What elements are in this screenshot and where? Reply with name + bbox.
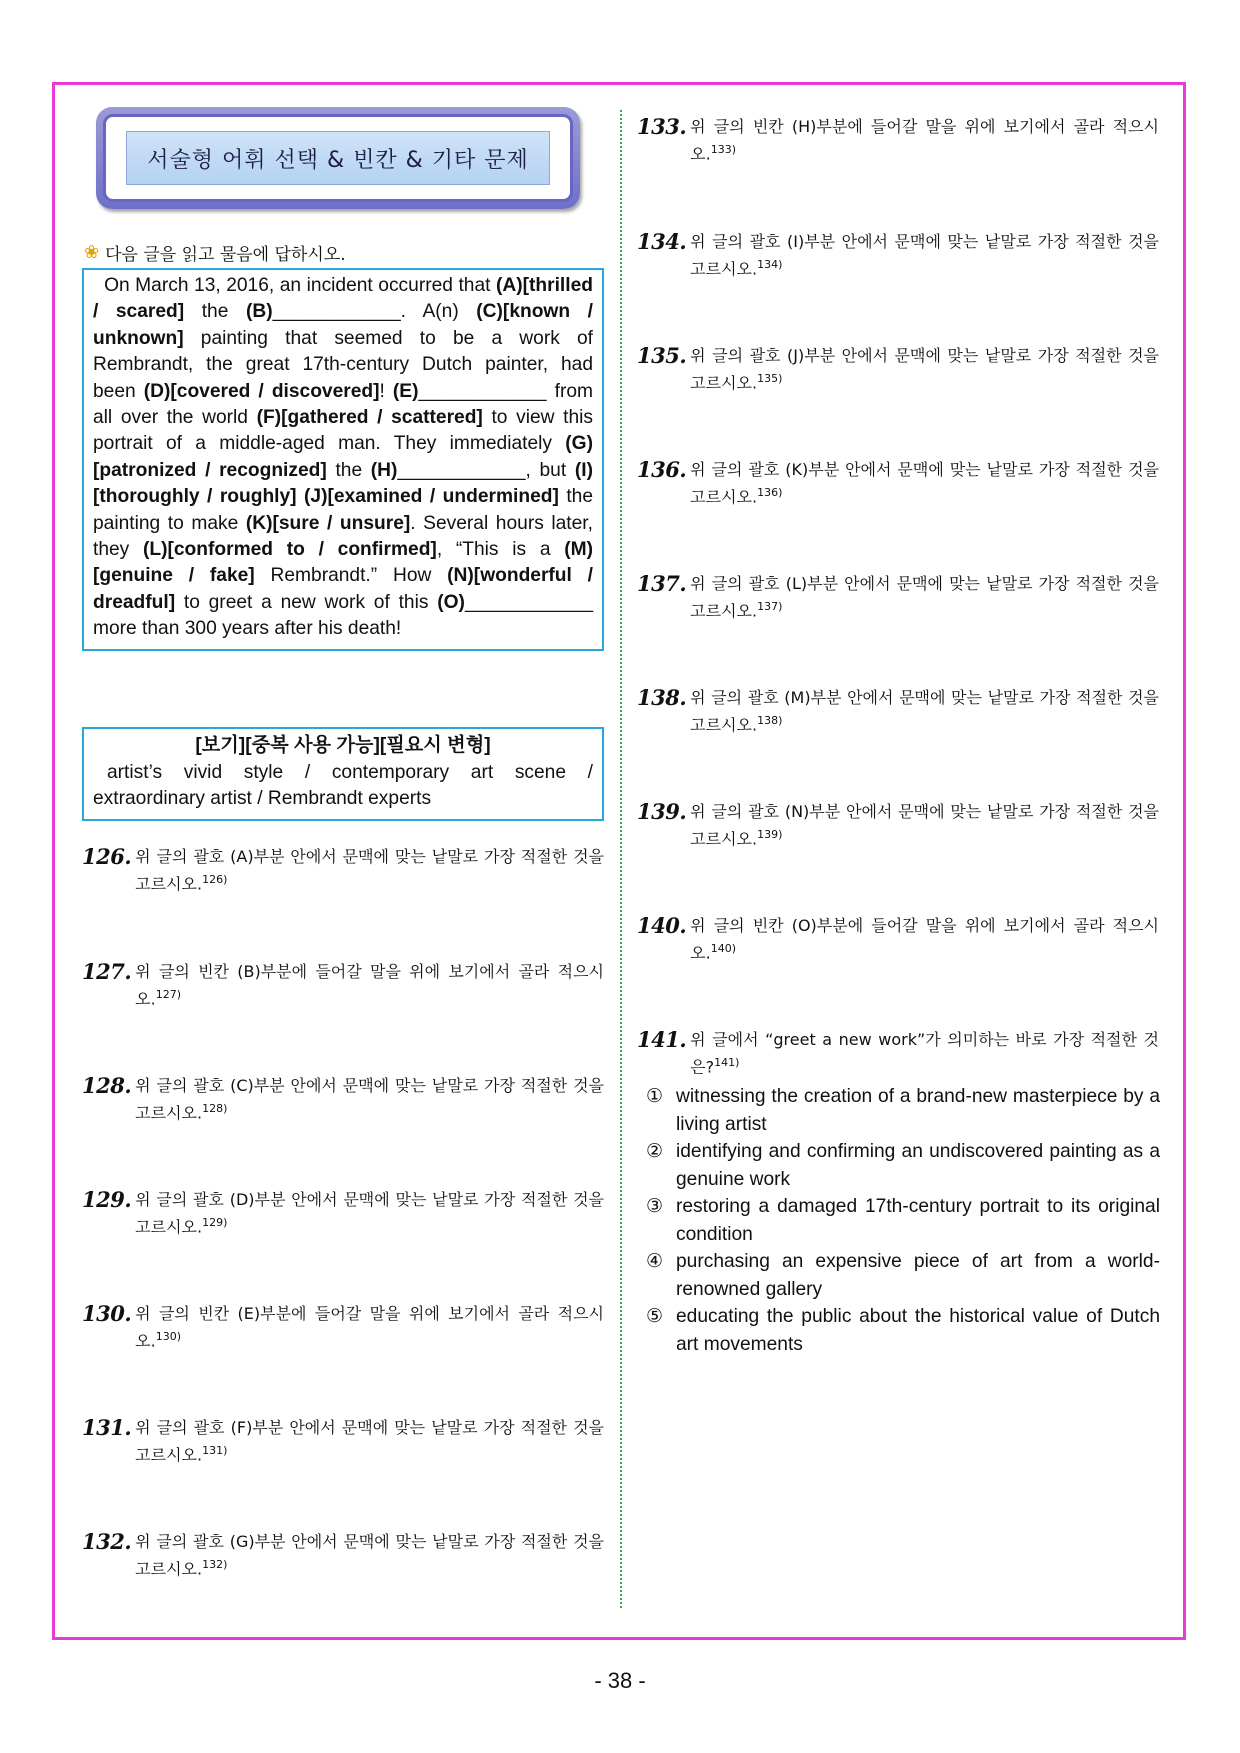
option-text: witnessing the creation of a brand-new masterpiece by a living artist [676, 1086, 1160, 1135]
question-text: 위 글의 빈칸 (B)부분에 들어갈 말을 위에 보기에서 골라 적으시오. [135, 962, 604, 1009]
question-number: 133. [637, 114, 687, 139]
passage-text: to view this portrait of a middle-aged man. They immediately [93, 407, 593, 455]
question-text: 위 글의 괄호 (J)부분 안에서 문맥에 맞는 낱말로 가장 적절한 것을 고르시오. [690, 346, 1159, 393]
passage-text: painting that seemed to be a work of Rembrandt, the great 17th-century Dutch painter, had been [93, 327, 593, 402]
footnote-ref: 134) [757, 258, 783, 271]
passage-text: On March 13, 2016, an incident occurred that [104, 275, 496, 296]
footnote-ref: 129) [202, 1216, 228, 1229]
question-number: 128. [82, 1073, 132, 1098]
question-text: 위 글의 괄호 (D)부분 안에서 문맥에 맞는 낱말로 가장 적절한 것을 고르시오. [135, 1190, 604, 1237]
reading-passage [82, 268, 604, 651]
passage-text: ____________, but [397, 459, 575, 481]
option-1[interactable] [646, 1083, 1160, 1138]
passage-text: ____________ more than 300 years after his death! [93, 591, 593, 640]
question-141 [637, 1028, 1159, 1078]
question-number: 139. [637, 799, 687, 824]
instruction-text: 다음 글을 읽고 물음에 답하시오. [105, 245, 346, 265]
footnote-ref: 128) [202, 1102, 228, 1115]
bogi-box [82, 727, 604, 821]
passage-choice: (O) [437, 591, 465, 613]
question-139 [637, 800, 1159, 850]
question-number: 127. [82, 959, 132, 984]
passage-choice: (L)[conformed to / confirmed] [143, 539, 437, 561]
question-text: 위 글의 괄호 (G)부분 안에서 문맥에 맞는 낱말로 가장 적절한 것을 고르시오. [135, 1532, 604, 1579]
question-number: 126. [82, 844, 132, 869]
column-divider [620, 110, 622, 1608]
question-text: 위 글의 괄호 (K)부분 안에서 문맥에 맞는 낱말로 가장 적절한 것을 고르시오. [690, 460, 1159, 507]
question-text: 위 글의 괄호 (M)부분 안에서 문맥에 맞는 낱말로 가장 적절한 것을 고르시오. [690, 688, 1159, 735]
question-131 [82, 1416, 604, 1466]
question-number: 135. [637, 343, 687, 368]
passage-choice: (A)[thrilled / scared] [93, 275, 593, 323]
question-text: 위 글의 빈칸 (O)부분에 들어갈 말을 위에 보기에서 골라 적으시오. [690, 916, 1159, 963]
option-mark: ① [646, 1086, 664, 1107]
flower-icon: ❀ [84, 242, 100, 263]
question-126 [82, 845, 604, 895]
question-number: 131. [82, 1415, 132, 1440]
passage-text: the painting to make [93, 486, 593, 534]
question-133 [637, 115, 1159, 165]
question-text: 위 글의 빈칸 (H)부분에 들어갈 말을 위에 보기에서 골라 적으시오. [690, 117, 1159, 164]
question-140 [637, 914, 1159, 964]
passage-choice: (K)[sure / unsure] [245, 512, 411, 534]
footnote-ref: 136) [757, 486, 783, 499]
passage-choice: (E) [392, 380, 419, 402]
passage-text: Rembrandt.” How [254, 565, 448, 587]
passage-text: ____________. A(n) [272, 301, 477, 323]
question-number: 137. [637, 571, 687, 596]
question-text: 위 글의 괄호 (L)부분 안에서 문맥에 맞는 낱말로 가장 적절한 것을 고르시오. [690, 574, 1159, 621]
page-number: - 38 - [594, 1668, 646, 1693]
question-128 [82, 1074, 604, 1124]
passage-choice: (D)[covered / discovered] [143, 380, 380, 402]
bogi-text: artist’s vivid style / contemporary art scene / extraordinary artist / Rembrandt experts [93, 761, 593, 809]
option-text: identifying and confirming an undiscovered painting as a genuine work [676, 1141, 1160, 1190]
passage-text: ! [379, 380, 393, 402]
option-text: purchasing an expensive piece of art from a world-renowned gallery [676, 1251, 1160, 1300]
bogi-header: [보기][중복 사용 가능][필요시 변형] [195, 735, 491, 756]
passage-text: the [326, 459, 371, 481]
question-129 [82, 1188, 604, 1238]
footnote-ref: 139) [757, 828, 783, 841]
question-number: 138. [637, 685, 687, 710]
question-text: 위 글의 괄호 (F)부분 안에서 문맥에 맞는 낱말로 가장 적절한 것을 고르시오. [135, 1418, 604, 1465]
question-text: 위 글의 괄호 (I)부분 안에서 문맥에 맞는 낱말로 가장 적절한 것을 고르시오. [690, 232, 1159, 279]
passage-choice: (C)[known / unknown] [93, 301, 593, 349]
footnote-ref: 140) [710, 942, 736, 955]
passage-text: ____________ from all over the world [93, 380, 593, 429]
footnote-ref: 127) [155, 988, 181, 1001]
option-3[interactable] [646, 1193, 1160, 1248]
question-text: 위 글의 괄호 (C)부분 안에서 문맥에 맞는 낱말로 가장 적절한 것을 고르시오. [135, 1076, 604, 1123]
passage-choice: (G)[patronized / recognized] [93, 433, 593, 481]
question-number: 130. [82, 1301, 132, 1326]
option-text: restoring a damaged 17th-century portrait to its original condition [676, 1196, 1160, 1245]
section-title-box [96, 107, 580, 209]
footnote-ref: 141) [714, 1056, 740, 1069]
passage-choice: (H) [370, 459, 398, 481]
option-5[interactable] [646, 1303, 1160, 1358]
question-number: 136. [637, 457, 687, 482]
option-text: educating the public about the historical value of Dutch art movements [676, 1306, 1160, 1355]
footnote-ref: 126) [202, 873, 228, 886]
footnote-ref: 133) [710, 143, 736, 156]
question-138 [637, 686, 1159, 736]
footnote-ref: 138) [757, 714, 783, 727]
question-number: 132. [82, 1529, 132, 1554]
passage-text: the [184, 301, 246, 323]
footnote-ref: 137) [757, 600, 783, 613]
option-2[interactable] [646, 1138, 1160, 1193]
question-text: 위 글에서 “greet a new work”가 의미하는 바로 가장 적절한 것은? [690, 1030, 1159, 1077]
passage-text: to greet a new work of this [175, 591, 438, 613]
question-number: 129. [82, 1187, 132, 1212]
question-137 [637, 572, 1159, 622]
option-mark: ② [646, 1141, 664, 1162]
options-141 [646, 1083, 1160, 1358]
footnote-ref: 131) [202, 1444, 228, 1457]
question-text: 위 글의 괄호 (N)부분 안에서 문맥에 맞는 낱말로 가장 적절한 것을 고르시오. [690, 802, 1159, 849]
option-mark: ④ [646, 1251, 664, 1272]
passage-text: , “This is a [436, 539, 565, 561]
passage-choice: (B) [245, 301, 273, 323]
option-4[interactable] [646, 1248, 1160, 1303]
option-mark: ③ [646, 1196, 664, 1217]
question-134 [637, 230, 1159, 280]
footnote-ref: 135) [757, 372, 783, 385]
section-title: 서술형 어휘 선택 & 빈칸 & 기타 문제 [126, 131, 550, 185]
passage-choice: (J)[examined / undermined] [304, 486, 559, 508]
passage-choice: (F)[gathered / scattered] [256, 407, 483, 429]
footnote-ref: 130) [155, 1330, 181, 1343]
question-number: 141. [637, 1027, 687, 1052]
question-number: 140. [637, 913, 687, 938]
question-135 [637, 344, 1159, 394]
question-130 [82, 1302, 604, 1352]
passage-choice: (N)[wonderful / dreadful] [93, 565, 594, 613]
question-text: 위 글의 괄호 (A)부분 안에서 문맥에 맞는 낱말로 가장 적절한 것을 고르시오. [135, 847, 604, 894]
question-132 [82, 1530, 604, 1580]
question-136 [637, 458, 1159, 508]
option-mark: ⑤ [646, 1306, 664, 1327]
passage-choice: (I)[thoroughly / roughly] [93, 459, 593, 508]
passage-text [297, 486, 304, 507]
footnote-ref: 132) [202, 1558, 228, 1571]
passage-choice: (M)[genuine / fake] [93, 539, 593, 587]
question-127 [82, 960, 604, 1010]
question-number: 134. [637, 229, 687, 254]
passage-text: . Several hours later, they [93, 512, 593, 561]
question-text: 위 글의 빈칸 (E)부분에 들어갈 말을 위에 보기에서 골라 적으시오. [135, 1304, 604, 1351]
instruction [84, 240, 346, 265]
